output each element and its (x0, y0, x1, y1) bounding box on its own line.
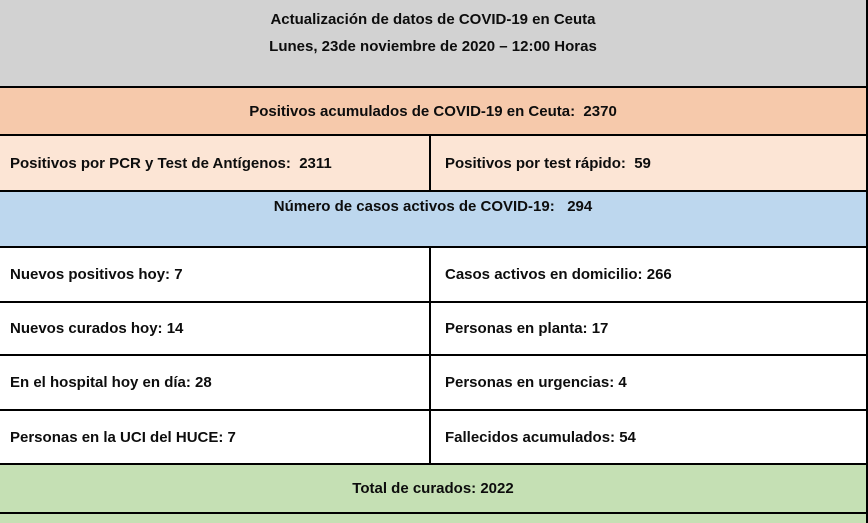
home-active-text: Casos activos en domicilio: 266 (445, 266, 672, 283)
cutoff-bottom-row (0, 514, 866, 523)
detail-row-2 (0, 303, 866, 356)
total-cured-row (0, 465, 866, 514)
total-cured-text: Total de curados: 2022 (352, 480, 514, 497)
report-date: Lunes, 23de noviembre de 2020 – 12:00 Horas (269, 38, 597, 55)
hospital-today-cell (0, 356, 429, 409)
hospital-today-text: En el hospital hoy en día: 28 (10, 374, 212, 391)
home-active-cell (431, 248, 866, 301)
new-positives-text: Nuevos positivos hoy: 7 (10, 266, 183, 283)
rapid-test-text: Positivos por test rápido: 59 (445, 154, 651, 172)
accumulated-positives-row (0, 88, 866, 136)
ward-patients-cell (431, 303, 866, 354)
title-row (0, 0, 866, 88)
detail-row-4 (0, 411, 866, 465)
pcr-rapid-row (0, 136, 866, 192)
accumulated-positives-text: Positivos acumulados de COVID-19 en Ceuta: 2370 (249, 102, 617, 120)
deaths-cell (431, 411, 866, 463)
report-title: Actualización de datos de COVID-19 en Ceuta (270, 11, 596, 28)
active-cases-row (0, 192, 866, 248)
pcr-antigen-text: Positivos por PCR y Test de Antígenos: 2311 (10, 154, 332, 172)
pcr-antigen-cell (0, 136, 429, 190)
new-positives-cell (0, 248, 429, 301)
icu-patients-cell (0, 411, 429, 463)
er-patients-text: Personas en urgencias: 4 (445, 374, 627, 391)
new-cured-text: Nuevos curados hoy: 14 (10, 320, 184, 337)
ward-patients-text: Personas en planta: 17 (445, 320, 609, 337)
detail-row-1 (0, 248, 866, 303)
active-cases-text: Número de casos activos de COVID-19: 294 (273, 198, 593, 215)
icu-patients-text: Personas en la UCI del HUCE: 7 (10, 428, 236, 446)
new-cured-cell (0, 303, 429, 354)
deaths-text: Fallecidos acumulados: 54 (445, 428, 636, 446)
detail-row-3 (0, 356, 866, 411)
rapid-test-cell (431, 136, 866, 190)
er-patients-cell (431, 356, 866, 409)
